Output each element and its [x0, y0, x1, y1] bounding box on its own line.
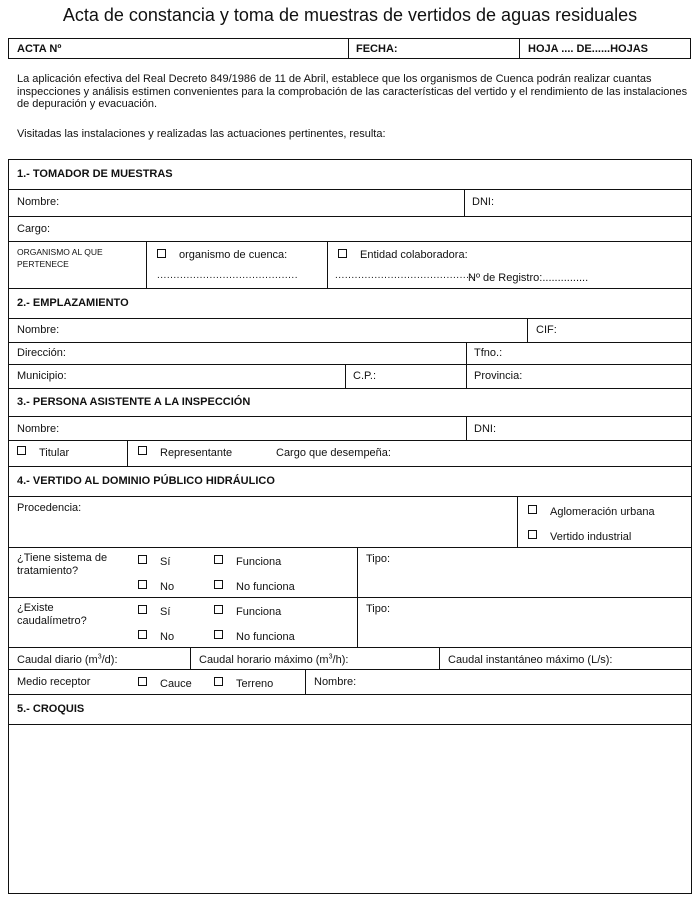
- aglomeracion-label: Aglomeración urbana: [550, 506, 655, 518]
- tfno-field[interactable]: Tfno.:: [474, 347, 503, 359]
- divider: [8, 318, 692, 319]
- divider: [345, 364, 346, 388]
- titular-label: Titular: [39, 447, 70, 459]
- divider: [517, 496, 518, 547]
- croquis-area[interactable]: [9, 725, 691, 893]
- divider: [8, 388, 692, 389]
- caudal-horario-field[interactable]: Caudal horario máximo $(m^3/h)$:: [199, 653, 349, 666]
- fecha-label[interactable]: FECHA:: [356, 43, 398, 55]
- caudalimetro-si-label: Sí: [160, 606, 171, 618]
- divider: [8, 496, 692, 497]
- aglomeracion-checkbox[interactable]: [528, 505, 537, 514]
- s1-dni-field[interactable]: DNI:: [472, 196, 494, 208]
- organismo-label-1: ORGANISMO AL QUE: [17, 247, 103, 257]
- divider: [8, 241, 692, 242]
- medio-receptor-label: Medio receptor: [17, 676, 91, 688]
- procedencia-field[interactable]: Procedencia:: [17, 502, 82, 514]
- cuenca-checkbox[interactable]: [157, 249, 166, 258]
- cauce-label: Cauce: [160, 678, 192, 690]
- divider: [8, 364, 692, 365]
- divider: [190, 647, 191, 669]
- divider: [8, 669, 692, 670]
- tratamiento-question-2: tratamiento?: [17, 565, 79, 577]
- acta-label[interactable]: ACTA Nº: [17, 43, 62, 55]
- divider: [8, 416, 692, 417]
- section5-heading: 5.- CROQUIS: [17, 703, 85, 715]
- intro-paragraph: La aplicación efectiva del Real Decreto 849/1986 de 11 de Abril, establece que los organismos de Cuenca podrán realizar cuantas inspecciones y análisis estimen convenientes para la comprobación de las características del vertido y el rendimiento de las instalaciones de depuración y evacuación.: [17, 73, 688, 110]
- divider: [8, 440, 692, 441]
- cargo-desempena-field[interactable]: Cargo que desempeña:: [276, 447, 391, 459]
- tratamiento-funciona-label: Funciona: [236, 556, 282, 568]
- titular-checkbox[interactable]: [17, 446, 26, 455]
- page-title: Acta de constancia y toma de muestras de vertidos de aguas residuales: [62, 5, 638, 25]
- s3-dni-field[interactable]: DNI:: [474, 423, 496, 435]
- cuenca-option-label: organismo de cuenca:: [179, 249, 288, 261]
- cauce-checkbox[interactable]: [138, 677, 147, 686]
- receptor-nombre-field[interactable]: Nombre:: [314, 676, 357, 688]
- s2-nombre-field[interactable]: Nombre:: [17, 324, 60, 336]
- divider: [8, 547, 692, 548]
- municipio-field[interactable]: Municipio:: [17, 370, 67, 382]
- tratamiento-tipo-field[interactable]: Tipo:: [366, 553, 391, 565]
- divider: [8, 216, 692, 217]
- caudalimetro-tipo-field[interactable]: Tipo:: [366, 603, 391, 615]
- divider: [8, 597, 692, 598]
- registro-field[interactable]: Nº de Registro:...............: [468, 272, 589, 284]
- representante-label: Representante: [160, 447, 233, 459]
- divider: [305, 669, 306, 694]
- caudalimetro-funciona-checkbox[interactable]: [214, 605, 223, 614]
- caudal-instantaneo-field[interactable]: Caudal instantáneo máximo (L/s):: [448, 654, 613, 666]
- divider: [127, 440, 128, 466]
- tratamiento-no-funciona-label: No funciona: [236, 581, 295, 593]
- section2-heading: 2.- EMPLAZAMIENTO: [17, 297, 129, 309]
- industrial-label: Vertido industrial: [550, 531, 632, 543]
- industrial-checkbox[interactable]: [528, 530, 537, 539]
- divider: [466, 342, 467, 364]
- caudalimetro-funciona-label: Funciona: [236, 606, 282, 618]
- tratamiento-si-checkbox[interactable]: [138, 555, 147, 564]
- tratamiento-no-label: No: [160, 581, 175, 593]
- caudalimetro-no-funciona-checkbox[interactable]: [214, 630, 223, 639]
- tratamiento-no-funciona-checkbox[interactable]: [214, 580, 223, 589]
- divider: [327, 241, 328, 288]
- entidad-checkbox[interactable]: [338, 249, 347, 258]
- cp-field[interactable]: C.P.:: [353, 370, 377, 382]
- caudalimetro-question-2: caudalímetro?: [17, 615, 87, 627]
- s1-cargo-field[interactable]: Cargo:: [17, 223, 51, 235]
- divider: [8, 189, 692, 190]
- entidad-option-label: Entidad colaboradora:: [360, 249, 468, 261]
- section4-heading: 4.- VERTIDO AL DOMINIO PÚBLICO HIDRÁULICO: [17, 475, 275, 487]
- caudalimetro-no-funciona-label: No funciona: [236, 631, 295, 643]
- divider: [527, 318, 528, 342]
- divider: [8, 647, 692, 648]
- s1-nombre-field[interactable]: Nombre:: [17, 196, 60, 208]
- entidad-dots: ...........................................: [335, 270, 476, 281]
- divider: [519, 38, 520, 59]
- organismo-label-2: PERTENECE: [17, 259, 69, 269]
- provincia-field[interactable]: Provincia:: [474, 370, 523, 382]
- divider: [8, 288, 692, 289]
- cif-field[interactable]: CIF:: [536, 324, 557, 336]
- divider: [439, 647, 440, 669]
- tratamiento-question-1: ¿Tiene sistema de: [17, 552, 108, 564]
- divider: [466, 416, 467, 440]
- caudalimetro-no-checkbox[interactable]: [138, 630, 147, 639]
- divider: [466, 364, 467, 388]
- caudalimetro-no-label: No: [160, 631, 175, 643]
- representante-checkbox[interactable]: [138, 446, 147, 455]
- divider: [8, 342, 692, 343]
- section3-heading: 3.- PERSONA ASISTENTE A LA INSPECCIÓN: [17, 396, 251, 408]
- caudalimetro-si-checkbox[interactable]: [138, 605, 147, 614]
- caudal-diario-field[interactable]: Caudal diario $(m^3/d)$:: [17, 653, 118, 666]
- terreno-label: Terreno: [236, 678, 274, 690]
- divider: [146, 241, 147, 288]
- tratamiento-funciona-checkbox[interactable]: [214, 555, 223, 564]
- direccion-field[interactable]: Dirección:: [17, 347, 66, 359]
- terreno-checkbox[interactable]: [214, 677, 223, 686]
- tratamiento-si-label: Sí: [160, 556, 171, 568]
- divider: [8, 466, 692, 467]
- divider: [348, 38, 349, 59]
- hoja-label[interactable]: HOJA .... DE......HOJAS: [528, 43, 649, 55]
- intro-result: Visitadas las instalaciones y realizadas las actuaciones pertinentes, resulta:: [17, 128, 386, 140]
- divider: [464, 189, 465, 216]
- section1-heading: 1.- TOMADOR DE MUESTRAS: [17, 168, 173, 180]
- s3-nombre-field[interactable]: Nombre:: [17, 423, 60, 435]
- caudalimetro-question-1: ¿Existe: [17, 602, 54, 614]
- cuenca-dots: ...........................................: [157, 270, 298, 281]
- tratamiento-no-checkbox[interactable]: [138, 580, 147, 589]
- divider: [8, 694, 692, 695]
